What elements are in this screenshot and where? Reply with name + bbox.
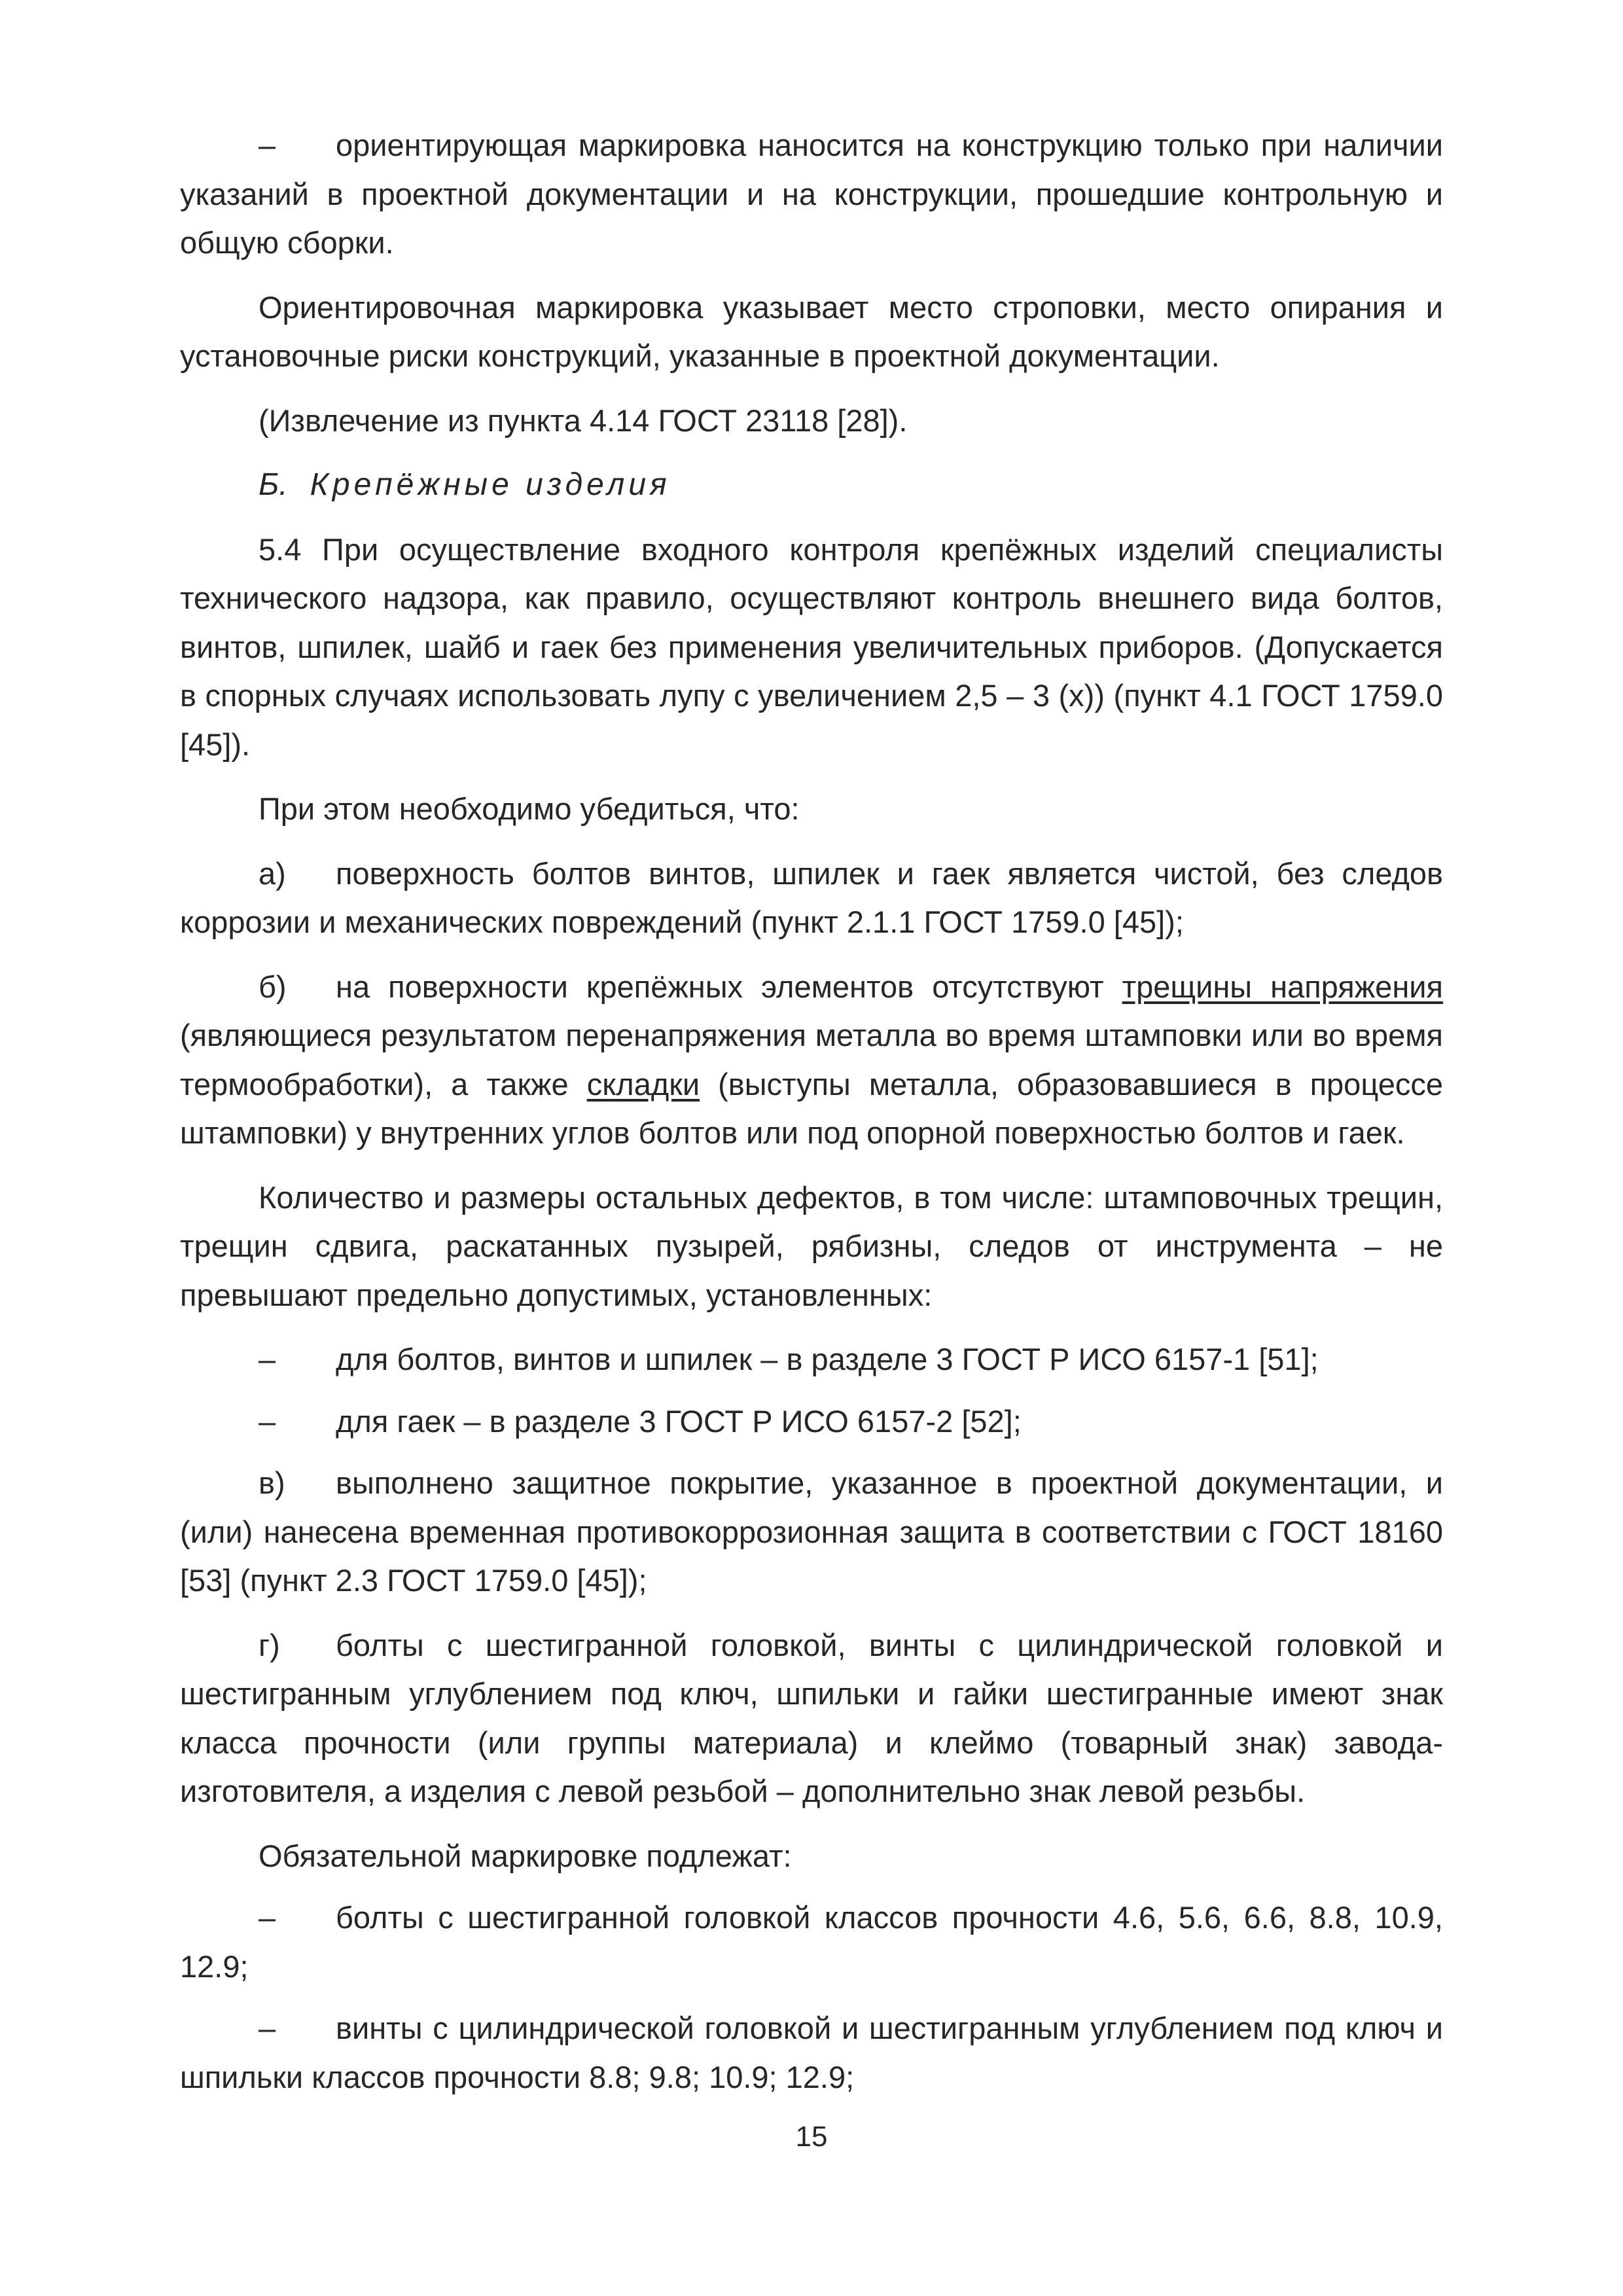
paragraph-text: ориентирующая маркировка наносится на конструкцию только при наличии указаний в проектной документации и на конструкции, прошедшие контрольную и общую сборки. bbox=[180, 128, 1443, 260]
paragraph-5-4 bbox=[180, 526, 1443, 770]
list-dash: – bbox=[259, 1403, 276, 1439]
paragraph-other-defects bbox=[180, 1174, 1443, 1320]
list-marker: б) bbox=[259, 969, 287, 1004]
list-item-nuts bbox=[180, 1397, 1443, 1446]
list-dash: – bbox=[259, 1342, 276, 1376]
page-body bbox=[180, 121, 1443, 2102]
list-item-screws bbox=[180, 2004, 1443, 2102]
paragraph-text: на поверхности крепёжных элементов отсутствуют bbox=[336, 969, 1122, 1004]
section-heading bbox=[180, 461, 1443, 510]
paragraph-extract-reference bbox=[180, 397, 1443, 446]
underlined-term: трещины напряжения bbox=[1122, 969, 1443, 1004]
paragraph-text: болты с шестигранной головкой, винты с цилиндрической головкой и шестигранным углублением под ключ, шпильки и гайки шестигранные имеют знак класса прочности (или группы материала) и клеймо (товарный знак) завода-изготовителя, а изделия с левой резьбой – дополнительно знак левой резьбы. bbox=[180, 1627, 1443, 1808]
paragraph-text: поверхность болтов винтов, шпилек и гаек является чистой, без следов коррозии и механических повреждений (пункт 2.1.1 ГОСТ 1759.0 [45]); bbox=[180, 855, 1443, 939]
paragraph-text: (выступы металла, образовавшиеся в процессе штамповки) у внутренних углов болтов или под опорной поверхностью болтов и гаек. bbox=[180, 1066, 1443, 1150]
underlined-term: складки bbox=[586, 1066, 700, 1102]
paragraph-text: болты с шестигранной головкой классов прочности 4.6, 5.6, 6.6, 8.8, 10.9, 12.9; bbox=[180, 1900, 1443, 1984]
paragraph-text: Обязательной маркировке подлежат: bbox=[259, 1838, 792, 1873]
list-item-b bbox=[180, 963, 1443, 1158]
paragraph-text: (Извлечение из пункта 4.14 ГОСТ 23118 [28]). bbox=[259, 403, 908, 438]
list-dash: – bbox=[259, 1900, 276, 1935]
list-marker: а) bbox=[259, 855, 286, 891]
paragraph-text: для гаек – в разделе 3 ГОСТ Р ИСО 6157-2 [52]; bbox=[336, 1403, 1022, 1439]
paragraph-orientation-marking-definition bbox=[180, 283, 1443, 381]
paragraph-text: для болтов, винтов и шпилек – в разделе 3 ГОСТ Р ИСО 6157-1 [51]; bbox=[336, 1342, 1319, 1376]
list-marker: г) bbox=[259, 1627, 280, 1662]
list-item-a bbox=[180, 850, 1443, 947]
list-marker: в) bbox=[259, 1465, 285, 1500]
list-dash: – bbox=[259, 128, 276, 162]
page-number: 15 bbox=[795, 2121, 828, 2153]
paragraph-text: (являющиеся результатом перенапряжения металла во время штамповки или во время термообработки), а также bbox=[180, 1018, 1443, 1102]
section-title: Крепёжные изделия bbox=[310, 467, 671, 502]
paragraph-text: винты с цилиндрической головкой и шестигранным углублением под ключ и шпильки классов прочности 8.8; 9.8; 10.9; 12.9; bbox=[180, 2011, 1443, 2094]
list-dash: – bbox=[259, 2011, 276, 2045]
list-item-g bbox=[180, 1621, 1443, 1816]
paragraph-text: выполнено защитное покрытие, указанное в проектной документации, и (или) нанесена временная противокоррозионная защита в соответствии с ГОСТ 18160 [53] (пункт 2.3 ГОСТ 1759.0 [45]); bbox=[180, 1465, 1443, 1598]
section-letter: Б. bbox=[259, 467, 288, 502]
paragraph-text: Количество и размеры остальных дефектов, в том числе: штамповочных трещин, трещин сдвига, раскатанных пузырей, рябизны, следов от инструмента – не превышают предельно допустимых, установленных: bbox=[180, 1179, 1443, 1312]
list-item-bolts bbox=[180, 1335, 1443, 1384]
paragraph-text: Ориентировочная маркировка указывает место строповки, место опирания и установочные риски конструкций, указанные в проектной документации. bbox=[180, 289, 1443, 373]
paragraph-orienting-marking bbox=[180, 121, 1443, 268]
paragraph-mandatory-marking bbox=[180, 1832, 1443, 1881]
paragraph-check-intro bbox=[180, 785, 1443, 834]
paragraph-text: 5.4 При осуществление входного контроля крепёжных изделий специалисты технического надзора, как правило, осуществляют контроль внешнего вида болтов, винтов, шпилек, шайб и гаек без применения увеличительных приборов. (Допускается в спорных случаях использовать лупу с увеличением 2,5 – 3 (х)) (пункт 4.1 ГОСТ 1759.0 [45]). bbox=[180, 531, 1443, 762]
list-item-hex-bolts bbox=[180, 1893, 1443, 1991]
list-item-v bbox=[180, 1459, 1443, 1605]
paragraph-text: При этом необходимо убедиться, что: bbox=[259, 791, 800, 826]
